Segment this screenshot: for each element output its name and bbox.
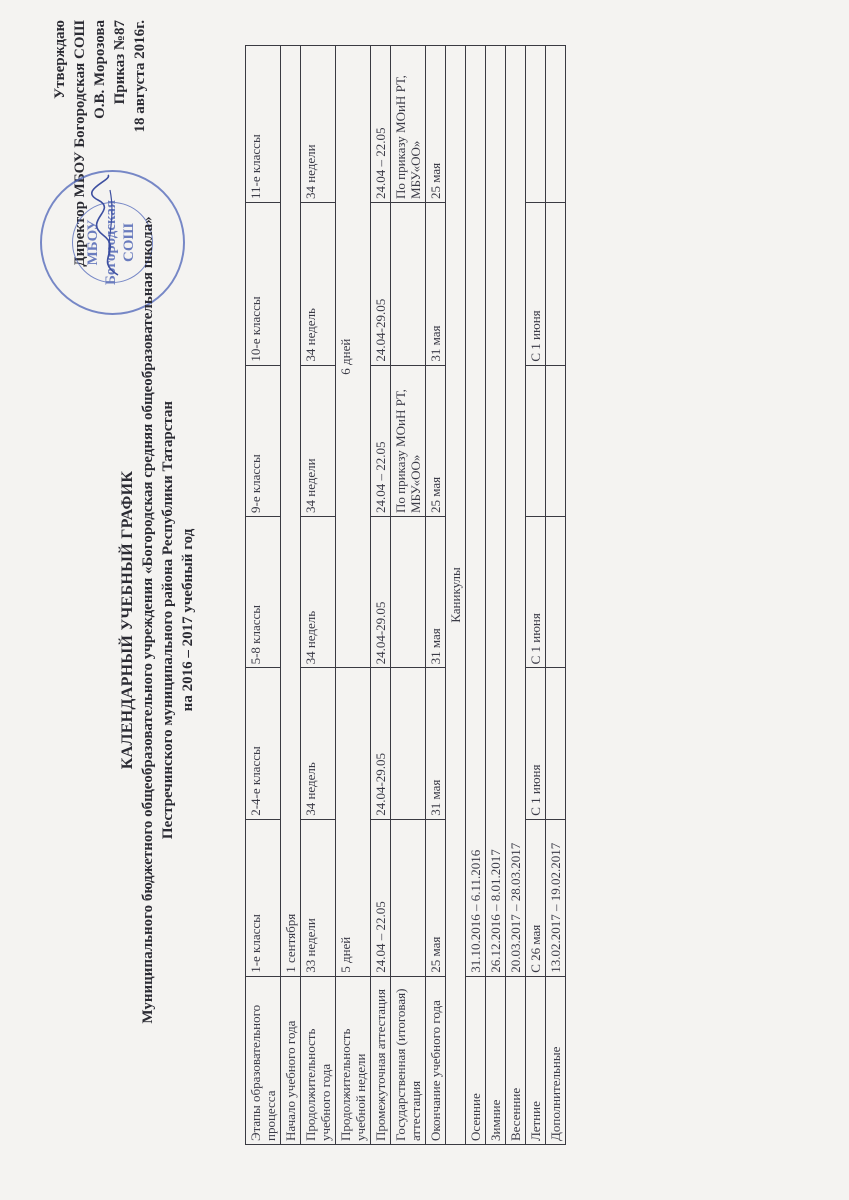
table-row xyxy=(281,46,301,1145)
row-label: Осенние xyxy=(466,976,486,1144)
row-label: Государственная (итоговая) аттестация xyxy=(391,976,426,1144)
table-cell xyxy=(391,819,426,976)
table-row xyxy=(486,46,506,1145)
table-row xyxy=(336,46,371,1145)
table-cell: 25 мая xyxy=(426,365,446,516)
table-cell: 1 сентября xyxy=(281,46,301,977)
table-cell xyxy=(391,668,426,819)
table-cell: 31 мая xyxy=(426,517,446,668)
table-cell: 24.04-29.05 xyxy=(371,203,391,366)
row-label: Начало учебного года xyxy=(281,976,301,1144)
row-label: Промежуточная аттестация xyxy=(371,976,391,1144)
table-cell: 6 дней xyxy=(336,46,371,668)
table-cell: 24.04-29.05 xyxy=(371,517,391,668)
table-cell: 24.04-29.05 xyxy=(371,668,391,819)
table-cell: 34 недель xyxy=(301,203,336,366)
table-cell: 24.04 – 22.05 xyxy=(371,819,391,976)
schedule-table xyxy=(245,45,566,1145)
table-cell xyxy=(526,46,546,203)
table-cell xyxy=(546,46,566,203)
row-label: Окончание учебного года xyxy=(426,976,446,1144)
table-row xyxy=(371,46,391,1145)
table-row xyxy=(301,46,336,1145)
table-row xyxy=(391,46,426,1145)
table-cell xyxy=(391,517,426,668)
header-cell: 10-е классы xyxy=(246,203,281,366)
table-row xyxy=(506,46,526,1145)
table-cell: 24.04 – 22.05 xyxy=(371,46,391,203)
header-cell: 2-4-е классы xyxy=(246,668,281,819)
header-cell: 5-8 классы xyxy=(246,517,281,668)
table-cell xyxy=(546,203,566,366)
stamp-line-3: СОШ xyxy=(121,223,137,262)
table-cell xyxy=(546,365,566,516)
table-row xyxy=(466,46,486,1145)
table-cell: С 1 июня xyxy=(526,203,546,366)
table-cell: С 26 мая xyxy=(526,819,546,976)
table-cell xyxy=(526,365,546,516)
approval-order: Приказ №87 xyxy=(112,20,128,105)
stamp-line-2: Богородская xyxy=(103,199,119,286)
header-cell: 1-е классы xyxy=(246,819,281,976)
stamp-line-1: МБОУ xyxy=(85,219,101,266)
table-cell: 26.12.2016 – 8.01.2017 xyxy=(486,46,506,977)
row-label: Весенние xyxy=(506,976,526,1144)
table-cell: 25 мая xyxy=(426,46,446,203)
table-cell: 31 мая xyxy=(426,668,446,819)
header-cell: Этапы образовательного процесса xyxy=(246,976,281,1144)
row-label: Продолжительность учебного года xyxy=(301,976,336,1144)
table-cell: 33 недели xyxy=(301,819,336,976)
document-subtitle-1: Муниципального бюджетного общеобразовательного учреждения «Богородская средняя общеобразовательная школа» xyxy=(140,216,156,1024)
table-cell xyxy=(546,668,566,819)
table-cell: По приказу МОиН РТ, МБУ«ОО» xyxy=(391,46,426,203)
table-cell: 13.02.2017 – 19.02.2017 xyxy=(546,819,566,976)
table-cell: С 1 июня xyxy=(526,668,546,819)
table-cell: С 1 июня xyxy=(526,517,546,668)
table-cell: 34 недели xyxy=(301,46,336,203)
document-subtitle-2: Пестречинского муниципального района Республики Татарстан xyxy=(160,400,176,840)
document-title: КАЛЕНДАРНЫЙ УЧЕБНЫЙ ГРАФИК xyxy=(119,470,136,770)
table-cell: 31.10.2016 – 6.11.2016 xyxy=(466,46,486,977)
table-cell: 24.04 – 22.05 xyxy=(371,365,391,516)
table-cell: 34 недели xyxy=(301,365,336,516)
table-cell: 31 мая xyxy=(426,203,446,366)
approval-director: Директор МБОУ Богородская СОШ xyxy=(72,20,88,267)
row-label: Летние xyxy=(526,976,546,1144)
table-header-row xyxy=(246,46,281,1145)
table-row xyxy=(446,46,466,1145)
table-cell: 25 мая xyxy=(426,819,446,976)
document-header xyxy=(118,100,198,1140)
table-cell xyxy=(391,203,426,366)
table-cell: 34 недель xyxy=(301,517,336,668)
document-subtitle-3: на 2016 – 2017 учебный год xyxy=(180,528,196,712)
table-cell: По приказу МОиН РТ, МБУ«ОО» xyxy=(391,365,426,516)
row-label: Продолжительность учебной недели xyxy=(336,976,371,1144)
table-row xyxy=(526,46,546,1145)
table-cell xyxy=(546,517,566,668)
approval-name: О.В. Морозова xyxy=(92,20,108,119)
table-row xyxy=(546,46,566,1145)
row-label: Зимние xyxy=(486,976,506,1144)
row-label: Дополнительные xyxy=(546,976,566,1144)
table-cell: 34 недель xyxy=(301,668,336,819)
table-cell: 20.03.2017 – 28.03.2017 xyxy=(506,46,526,977)
approval-date: 18 августа 2016г. xyxy=(132,20,148,133)
table-row xyxy=(426,46,446,1145)
approval-approve: Утверждаю xyxy=(52,20,68,99)
holidays-title: Каникулы xyxy=(446,46,466,1145)
header-cell: 9-е классы xyxy=(246,365,281,516)
header-cell: 11-е классы xyxy=(246,46,281,203)
table-cell: 5 дней xyxy=(336,668,371,976)
